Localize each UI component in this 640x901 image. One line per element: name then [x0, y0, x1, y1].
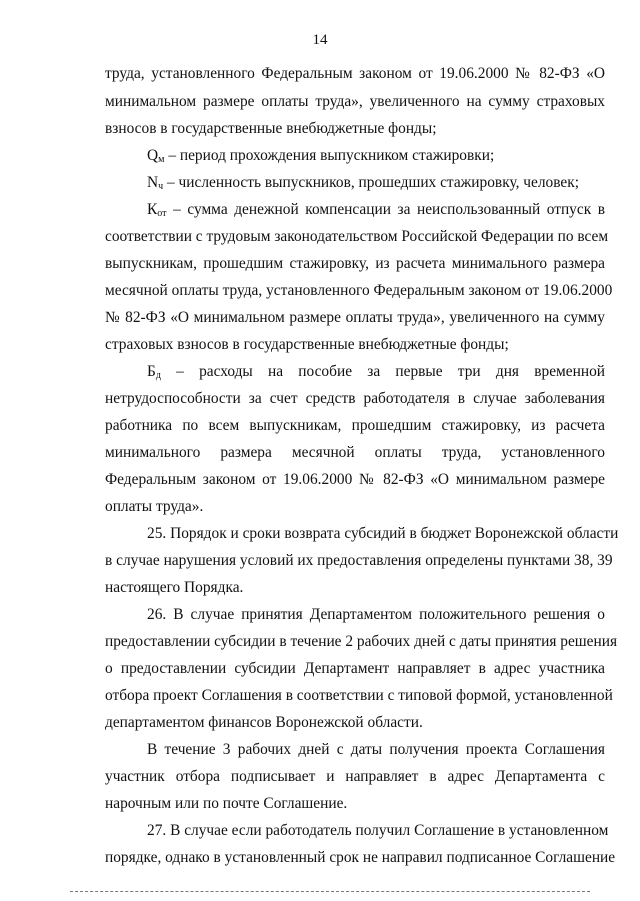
- formula-line: [147, 200, 605, 224]
- symbol-b-d: $Б_д$: [147, 363, 161, 381]
- text-line: порядке, однако в установленный срок не направил подписанное Соглашение: [105, 849, 616, 866]
- text-line: минимальном размере оплаты труда», увеличенного на сумму страховых: [105, 93, 605, 110]
- text-line: отбора проект Соглашения в соответствии с типовой формой, установленной: [105, 687, 613, 704]
- formula-line: [147, 146, 494, 170]
- text-line: о предоставлении субсидии Департамент направляет в адрес участника: [105, 660, 605, 677]
- text-line: оплаты труда».: [105, 498, 204, 515]
- paragraph-27: 27. В случае если работодатель получил Соглашение в установленном: [147, 822, 609, 839]
- definition-text: – расходы на пособие за первые три дня временной: [176, 363, 605, 380]
- paragraph-submission: В течение 3 рабочих дней с даты получения проекта Соглашения: [147, 741, 605, 758]
- text-line: настоящего Порядка.: [105, 579, 244, 596]
- definition-text: – сумма денежной компенсации за неиспользованный отпуск в: [173, 201, 605, 218]
- formula-line: [147, 362, 605, 386]
- text-line: участник отбора подписывает и направляет в адрес Департамента с: [105, 768, 605, 785]
- text-line: Федеральным законом от 19.06.2000 № 82-ФЗ «О минимальном размере: [105, 471, 605, 488]
- text-line: месячной оплаты труда, установленного Федеральным законом от 19.06.2000: [105, 282, 613, 299]
- paragraph-25: 25. Порядок и сроки возврата субсидий в бюджет Воронежской области: [147, 525, 619, 542]
- symbol-q-m: $Q_м$: [147, 147, 165, 165]
- text-line: в случае нарушения условий их предоставления определены пунктами 38, 39: [105, 552, 613, 569]
- paragraph-26: 26. В случае принятия Департаментом положительного решения о: [147, 606, 605, 623]
- bottom-divider: [70, 891, 590, 892]
- text-line: взносов в государственные внебюджетные фонды;: [105, 120, 437, 137]
- text-line: № 82-ФЗ «О минимальном размере оплаты труда», увеличенного на сумму: [105, 309, 605, 326]
- page-number: 14: [312, 32, 328, 48]
- definition-text: – численность выпускников, прошедших стажировку, человек;: [167, 174, 580, 191]
- text-line: соответствии с трудовым законодательством Российской Федерации по всем: [105, 228, 609, 245]
- text-line: выпускникам, прошедшим стажировку, из расчета минимального размера: [105, 255, 605, 272]
- text-line: работника по всем выпускникам, прошедшим стажировку, из расчета: [105, 417, 605, 434]
- text-line: минимального размера месячной оплаты труда, установленного: [105, 444, 605, 461]
- formula-line: [147, 173, 579, 197]
- text-line: нетрудоспособности за счет средств работодателя в случае заболевания: [105, 390, 605, 407]
- text-line: нарочным или по почте Соглашение.: [105, 795, 348, 812]
- text-line: страховых взносов в государственные внебюджетные фонды;: [105, 336, 509, 353]
- text-line: предоставлении субсидии в течение 2 рабочих дней с даты принятия решения: [105, 633, 618, 650]
- text-line: департаментом финансов Воронежской области.: [105, 714, 423, 731]
- symbol-k-ot: $К_{от}$: [147, 201, 167, 219]
- text-line: труда, установленного Федеральным законом от 19.06.2000 № 82-ФЗ «О: [105, 65, 605, 82]
- symbol-n-ch: $N_ч$: [147, 174, 164, 192]
- definition-text: – период прохождения выпускником стажировки;: [168, 147, 495, 164]
